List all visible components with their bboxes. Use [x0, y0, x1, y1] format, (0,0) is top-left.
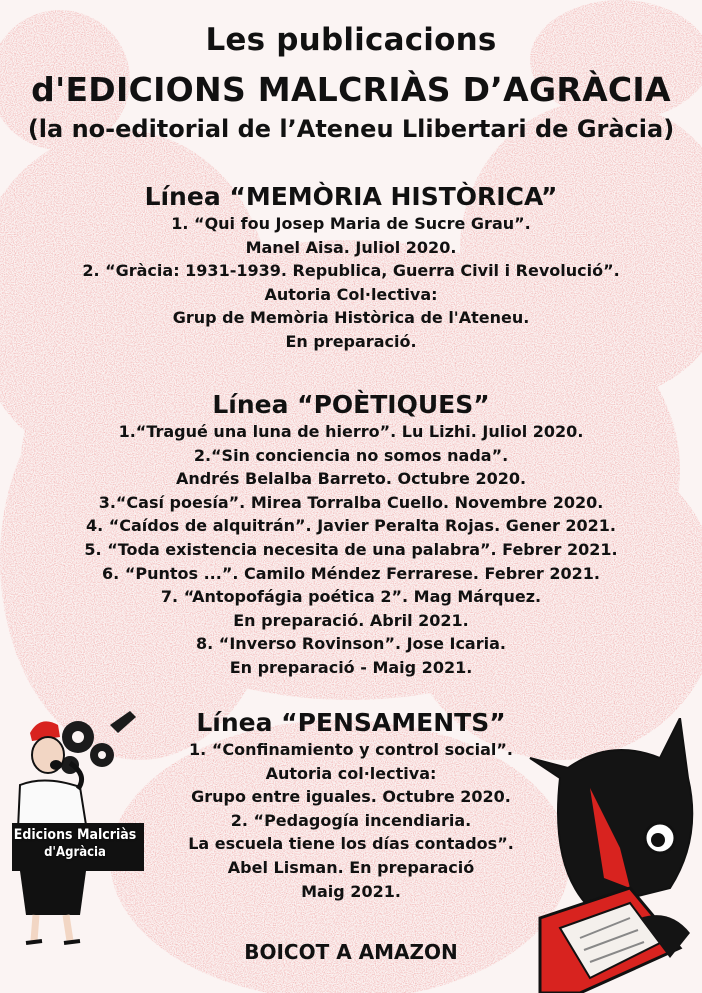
list-item: 1.“Tragué una luna de hierro”. Lu Lizhi. Juliol 2020. — [118, 422, 584, 441]
list-item: 4. “Caídos de alquitrán”. Javier Peralta Rojas. Gener 2021. — [85, 516, 617, 536]
list-item: Maig 2021. — [301, 881, 401, 901]
list-item: 2.“Sin conciencia no somos nada”. — [193, 445, 509, 465]
section-poetiques — [0, 390, 702, 680]
list-item: Manel Aisa. Juliol 2020. — [245, 237, 457, 257]
logo-line-1: Edicions Malcriàs — [13, 827, 137, 843]
section-memoria-historica — [0, 182, 702, 354]
list-item: Grup de Memòria Històrica de l'Ateneu. — [172, 308, 530, 328]
section-pensaments — [0, 708, 702, 903]
list-item: 3.“Casí poesía”. Mirea Torralba Cuello. Novembre 2020. — [98, 492, 604, 512]
list-item: Grupo entre iguales. Octubre 2020. — [191, 787, 511, 807]
list-item: En preparació. Abril 2021. — [233, 610, 469, 630]
title-line-2: d'EDICIONS MALCRIÀS D’AGRÀCIA — [31, 70, 671, 109]
list-item: En preparació. — [285, 331, 417, 351]
logo-line-2: d'Agràcia — [44, 845, 106, 860]
logo-text — [6, 827, 144, 861]
subtitle: (la no-editorial de l’Ateneu Llibertari de Gràcia) — [27, 115, 675, 143]
boycott-slogan: BOICOT A AMAZON — [244, 940, 458, 964]
list-item: 1. “Confinamiento y control social”. — [189, 740, 513, 759]
list-item: Andrés Belalba Barreto. Octubre 2020. — [175, 469, 527, 489]
section-title: Línea “POÈTIQUES” — [212, 390, 490, 419]
list-item: 5. “Toda existencia necesita de una palabra”. Febrer 2021. — [84, 539, 618, 559]
list-item: La escuela tiene los días contados”. — [188, 834, 514, 854]
list-item: 8. “Inverso Rovinson”. Jose Icaria. — [196, 634, 506, 654]
list-item: 2. “Gràcia: 1931-1939. Republica, Guerra Civil i Revolució”. — [82, 261, 620, 281]
list-item: 2. “Pedagogía incendiaria. — [230, 810, 472, 830]
list-item: Abel Lisman. En preparació — [227, 857, 475, 877]
list-item: 7. “Antopofágia poética 2”. Mag Márquez. — [160, 587, 542, 607]
list-item: En preparació - Maig 2021. — [229, 657, 473, 677]
list-item: 1. “Qui fou Josep Maria de Sucre Grau”. — [171, 214, 531, 233]
list-item: 6. “Puntos ...”. Camilo Méndez Ferrarese. Febrer 2021. — [102, 563, 600, 583]
list-item: Autoria Col·lectiva: — [264, 284, 438, 304]
section-title: Línea “MEMÒRIA HISTÒRICA” — [144, 182, 558, 211]
title-line-1: Les publicacions — [205, 22, 497, 58]
list-item: Autoria col·lectiva: — [265, 763, 437, 783]
section-title: Línea “PENSAMENTS” — [196, 708, 506, 737]
